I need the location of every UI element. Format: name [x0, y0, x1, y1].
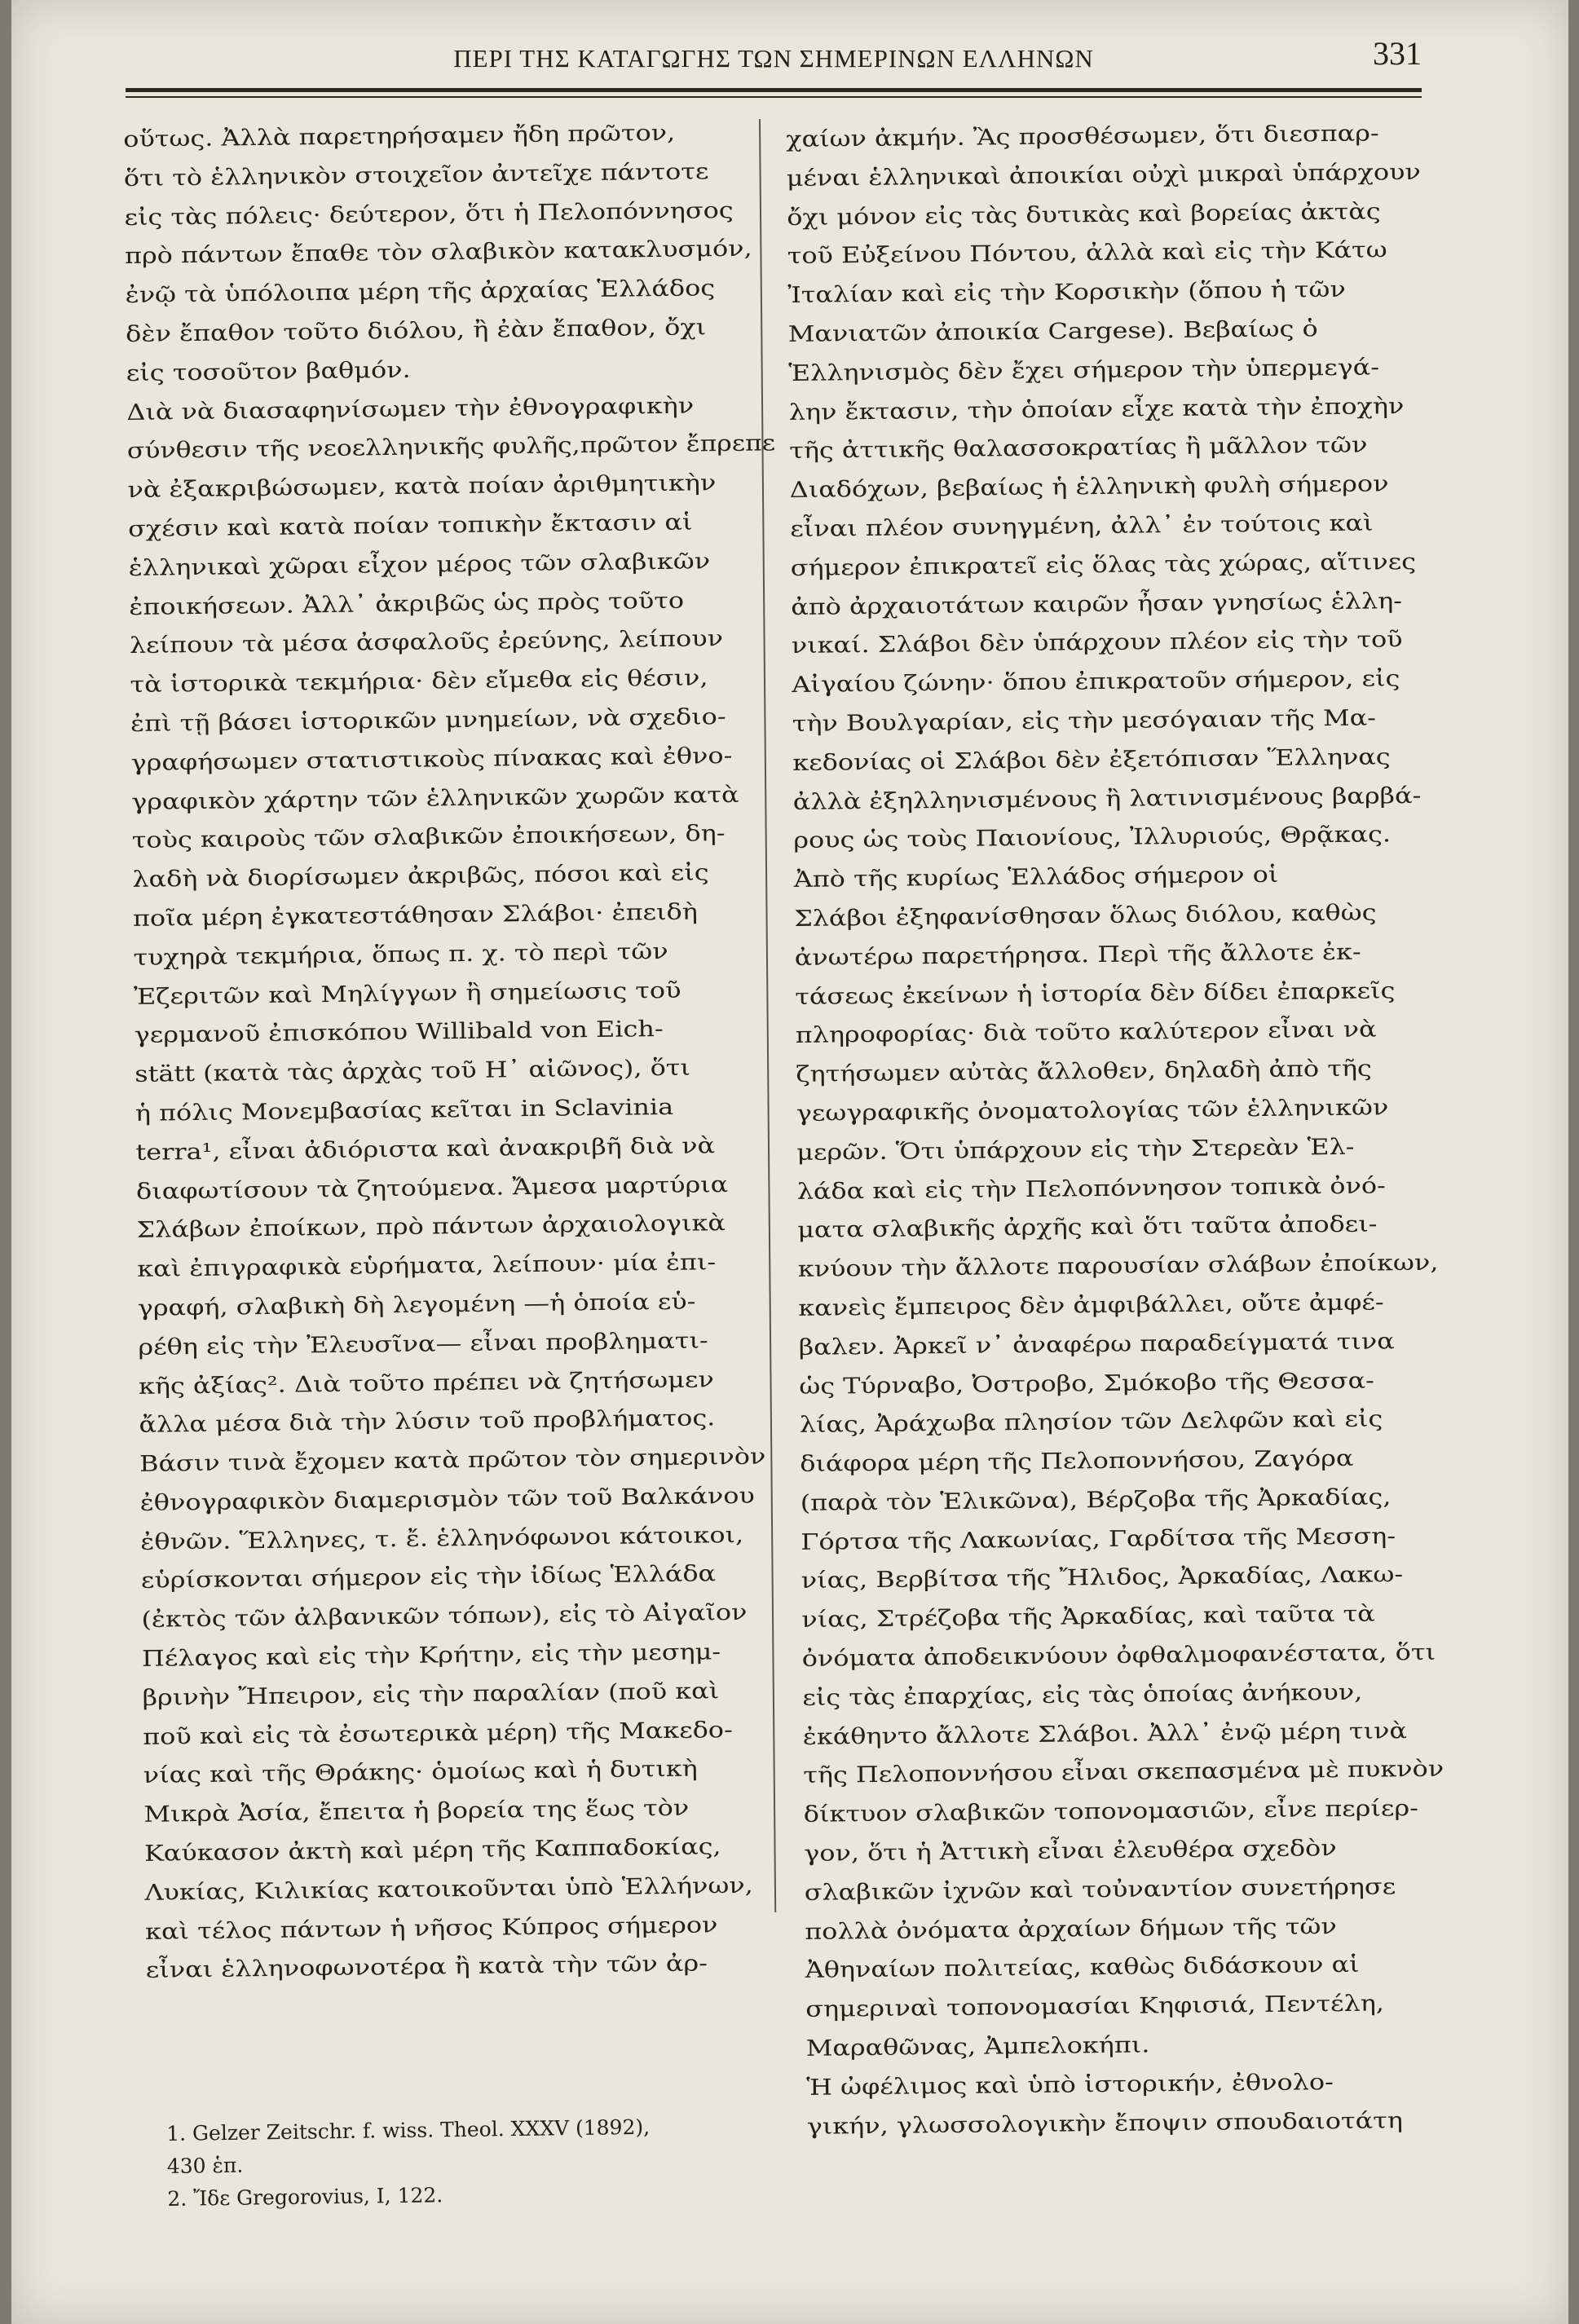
text-line: ἐποικήσεων. Ἀλλ᾽ ἀκριβῶς ὡς πρὸς τοῦτο [129, 588, 685, 620]
text-line: εἶναι πλέον συνηγμένη, ἀλλ᾽ ἐν τούτοις καὶ [790, 510, 1374, 542]
text-line: τοῦ Εὐξείνου Πόντου, ἀλλὰ καὶ εἰς τὴν Κάτω [787, 237, 1387, 270]
text-line: Μικρὰ Ἀσία, ἔπειτα ἡ βορεία της ἕως τὸν [143, 1795, 690, 1828]
text-line: Μαραθῶνας, Ἀμπελοκήπι. [805, 2032, 1150, 2062]
text-line: μέναι ἑλληνικαὶ ἀποικίαι οὐχὶ μικραὶ ὑπάρχουν [786, 159, 1421, 192]
text-line: εἶναι ἑλληνοφωνοτέρα ἢ κατὰ τὴν τῶν ἀρ- [145, 1951, 708, 1984]
text-line: ἐθνῶν. Ἕλληνες, τ. ἔ. ἑλληνόφωνοι κάτοικοι, [140, 1522, 744, 1555]
text-line: Ἡ ὠφέλιμος καὶ ὑπὸ ἱστορικήν, ἐθνολο- [806, 2069, 1334, 2101]
text-line: ποῦ καὶ εἰς τὰ ἐσωτερικὰ μέρη) τῆς Μακεδο- [143, 1717, 733, 1750]
text-line: ἐθνογραφικὸν διαμερισμὸν τῶν τοῦ Βαλκάνου [139, 1483, 755, 1516]
text-line: νὰ ἐξακριβώσωμεν, κατὰ ποίαν ἀριθμητικὴν [127, 470, 717, 504]
header-rule-thick [126, 88, 1422, 92]
text-line: σημεριναὶ τοπονομασίαι Κηφισιά, Πεντέλη, [805, 1991, 1385, 2023]
text-line: ρέθη εἰς τὴν Ἐλευσῖνα— εἶναι προβληματι- [138, 1328, 708, 1360]
text-line: ἀλλὰ ἐξηλληνισμένους ἢ λατινισμένους βαρβά- [792, 783, 1422, 815]
text-line: (ἐκτὸς τῶν ἀλβανικῶν τόπων), εἰς τὸ Αἰγαῖον [141, 1600, 748, 1634]
text-line: εἰς τὰς πόλεις· δεύτερον, ὅτι ἡ Πελοπόννησος [124, 197, 734, 231]
text-line: τάσεως ἐκείνων ἡ ἱστορία δὲν δίδει ἐπαρκεῖς [795, 977, 1396, 1010]
page-header [126, 33, 1422, 82]
text-line: Ἐζεριτῶν καὶ Μηλίγγων ἢ σημείωσις τοῦ [133, 977, 681, 1010]
text-line: βρινὴν Ἤπειρον, εἰς τὴν παραλίαν (ποῦ καὶ [142, 1678, 720, 1711]
text-line: κῆς ἀξίας². Διὰ τοῦτο πρέπει νὰ ζητήσωμεν [138, 1366, 714, 1400]
text-line: stätt (κατὰ τὰς ἀρχὰς τοῦ Η᾽ αἰῶνος), ὅτι [135, 1055, 691, 1088]
text-line: ἑλληνικαὶ χῶραι εἶχον μέρος τῶν σλαβικῶν [128, 549, 711, 581]
text-line: ἐπὶ τῇ βάσει ἱστορικῶν μνημείων, νὰ σχεδιο- [130, 703, 726, 737]
text-line: γικήν, γλωσσολογικὴν ἔποψιν σπουδαιοτάτη [806, 2107, 1403, 2140]
text-line: Σλάβοι ἐξηφανίσθησαν ὅλως διόλου, καθὼς [794, 900, 1377, 932]
text-line: λείπουν τὰ μέσα ἀσφαλοῦς ἐρεύνης, λείπουν [129, 626, 724, 659]
text-line: ἀνωτέρω παρετήρησα. Περὶ τῆς ἄλλοτε ἐκ- [794, 939, 1361, 971]
text-line: τοὺς καιροὺς τῶν σλαβικῶν ἐποικήσεων, δη- [131, 821, 726, 854]
text-line: Διαδόχων, βεβαίως ἡ ἑλληνικὴ φυλὴ σήμερον [789, 471, 1389, 504]
text-line: γεωγραφικῆς ὀνοματολογίας τῶν ἑλληνικῶν [796, 1095, 1389, 1127]
header-rule-thin [126, 96, 1422, 98]
page-number: 331 [1373, 35, 1422, 72]
book-page [11, 0, 1568, 2324]
text-line: ὄχι μόνον εἰς τὰς δυτικὰς καὶ βορείας ἀκτὰς [787, 198, 1381, 231]
text-line: Λυκίας, Κιλικίας κατοικοῦνται ὑπὸ Ἑλλήνων, [144, 1872, 754, 1906]
text-line: ὅτι τὸ ἑλληνικὸν στοιχεῖον ἀντεῖχε πάντοτε [123, 159, 709, 192]
text-line: κνύουν τὴν ἄλλοτε παρουσίαν σλάβων ἐποίκων, [797, 1250, 1439, 1283]
text-line: terra¹, εἶναι ἀδιόριστα καὶ ἀνακριβῆ διὰ νὰ [135, 1132, 716, 1166]
text-line: ἡ πόλις Μονεμβασίας κεῖται in Sclavinia [135, 1094, 674, 1127]
text-line: Σλάβων ἐποίκων, πρὸ πάντων ἀρχαιολογικὰ [136, 1211, 726, 1244]
text-line: Ἰταλίαν καὶ εἰς τὴν Κορσικὴν (ὅπου ἡ τῶν [787, 277, 1346, 309]
text-line: λαδὴ νὰ διορίσωμεν ἀκριβῶς, πόσοι καὶ εἰς [132, 860, 709, 893]
text-line: εὑρίσκονται σήμερον εἰς τὴν ἰδίως Ἑλλάδα [140, 1561, 717, 1594]
text-line: γερμανοῦ ἐπισκόπου Willibald von Eich- [134, 1016, 664, 1049]
text-line: πληροφορίας· διὰ τοῦτο καλύτερον εἶναι νὰ [795, 1016, 1377, 1049]
footnote-line: 430 ἑπ. [166, 2153, 244, 2178]
text-line: Διὰ νὰ διασαφηνίσωμεν τὴν ἐθνογραφικὴν [126, 393, 695, 426]
text-line: νίας, Στρέζοβα τῆς Ἀρκαδίας, καὶ ταῦτα τὰ [801, 1601, 1375, 1634]
text-line: Βάσιν τινὰ ἔχομεν κατὰ πρῶτον τὸν σημερινὸν [139, 1444, 766, 1477]
text-line: πρὸ πάντων ἔπαθε τὸν σλαβικὸν κατακλυσμόν, [124, 236, 752, 270]
text-line: (παρὰ τὸν Ἑλικῶνα), Βέρζοβα τῆς Ἀρκαδίας, [800, 1484, 1392, 1516]
text-line: καὶ τέλος πάντων ἡ νῆσος Κύπρος σήμερον [144, 1912, 718, 1945]
text-line: μερῶν. Ὅτι ὑπάρχουν εἰς τὴν Στερεὰν Ἑλ- [796, 1134, 1355, 1166]
text-line: γραφή, σλαβικὴ δὴ λεγομένη —ἡ ὁποία εὑ- [137, 1289, 696, 1321]
text-line: νικαί. Σλάβοι δὲν ὑπάρχουν πλέον εἰς τὴν τοῦ [791, 627, 1403, 659]
text-line: νίας, Βερβίτσα τῆς Ἤλιδος, Ἀρκαδίας, Λακω- [801, 1562, 1404, 1594]
text-line: ποῖα μέρη ἐγκατεστάθησαν Σλάβοι· ἐπειδὴ [132, 899, 699, 932]
text-line: ζητήσωμεν αὐτὰς ἄλλοθεν, δηλαδὴ ἀπὸ τῆς [796, 1056, 1372, 1088]
text-line: βαλεν. Ἀρκεῖ ν᾽ ἀναφέρω παραδείγματά τινα [798, 1328, 1395, 1360]
text-line: ἐνῷ τὰ ὑπόλοιπα μέρη τῆς ἀρχαίας Ἑλλάδος [125, 276, 716, 309]
text-line: νίας καὶ τῆς Θράκης· ὁμοίως καὶ ἡ δυτικὴ [143, 1757, 698, 1789]
text-line: σύνθεσιν τῆς νεοελληνικῆς φυλῆς,πρῶτον ἔπρεπε [126, 430, 776, 465]
text-line: εἰς τοσοῦτον βαθμόν. [126, 357, 411, 386]
text-line: γραφήσωμεν στατιστικοὺς πίνακας καὶ ἐθνο- [130, 743, 733, 776]
text-line: δίκτυον σλαβικῶν τοπονομασιῶν, εἶνε περίερ- [803, 1796, 1419, 1828]
text-line: Αἰγαίου ζώνην· ὅπου ἐπικρατοῦν σήμερον, εἰς [792, 666, 1400, 699]
running-title: ΠΕΡΙ ΤΗΣ ΚΑΤΑΓΩΓΗΣ ΤΩΝ ΣΗΜΕΡΙΝΩΝ ΕΛΛΗΝΩΝ [453, 44, 1094, 73]
text-line: Καύκασον ἀκτὴ καὶ μέρη τῆς Καππαδοκίας, [143, 1834, 721, 1867]
text-line: τῆς Πελοποννήσου εἶναι σκεπασμένα μὲ πυκνὸν [803, 1757, 1444, 1789]
left-column [123, 112, 794, 1991]
text-line: λάδα καὶ εἰς τὴν Πελοπόννησον τοπικὰ ὀνό- [796, 1172, 1386, 1205]
text-line: Γόρτσα τῆς Λακωνίας, Γαρδίτσα τῆς Μεσση- [801, 1523, 1396, 1555]
text-line: διαφωτίσουν τὰ ζητούμενα. Ἄμεσα μαρτύρια [135, 1171, 729, 1205]
text-line: ἄλλα μέσα διὰ τὴν λύσιν τοῦ προβλήματος. [139, 1405, 716, 1439]
text-line: τὰ ἱστορικὰ τεκμήρια· δὲν εἴμεθα εἰς θέσιν, [130, 665, 708, 699]
text-line: ἐκάθηντο ἄλλοτε Σλάβοι. Ἀλλ᾽ ἐνῷ μέρη τινὰ [802, 1718, 1408, 1750]
text-line: Μανιατῶν ἀποικία Cargese). Βεβαίως ὁ [787, 316, 1318, 347]
text-line: γον, ὅτι ἡ Ἀττικὴ εἶναι ἐλευθέρα σχεδὸν [804, 1836, 1337, 1867]
text-line: ματα σλαβικῆς ἀρχῆς καὶ ὅτι ταῦτα ἀποδει- [797, 1211, 1378, 1244]
text-line: γραφικὸν χάρτην τῶν ἑλληνικῶν χωρῶν κατὰ [131, 782, 739, 815]
text-line: πολλὰ ὀνόματα ἀρχαίων δήμων τῆς τῶν [805, 1913, 1337, 1945]
text-line: Πέλαγος καὶ εἰς τὴν Κρήτην, εἰς τὴν μεσημ- [141, 1639, 721, 1672]
text-line: τῆς ἀττικῆς θαλασσοκρατίας ἢ μᾶλλον τῶν [789, 432, 1368, 465]
text-line: χαίων ἀκμήν. Ἂς προσθέσωμεν, ὅτι διεσπαρ- [786, 121, 1379, 152]
text-line: εἰς τὰς ἐπαρχίας, εἰς τὰς ὁποίας ἀνήκουν, [802, 1679, 1363, 1711]
text-line: κανεὶς ἔμπειρος δὲν ἀμφιβάλλει, οὔτε ἀμφέ- [798, 1290, 1384, 1321]
text-line: ὡς Τύρναβο, Ὀστροβο, Σμόκοβο τῆς Θεσσα- [799, 1368, 1375, 1400]
text-line: Ἀπὸ τῆς κυρίως Ἑλλάδος σήμερον οἱ [793, 862, 1279, 893]
text-line: Ἀθηναίων πολιτείας, καθὼς διδάσκουν αἱ [805, 1952, 1360, 1984]
footnote-line: 1. Gelzer Zeitschr. f. wiss. Theol. XXXV (1892), [166, 2115, 651, 2145]
footnotes [166, 2110, 779, 2216]
text-line: τυχηρὰ τεκμήρια, ὅπως π. χ. τὸ περὶ τῶν [133, 938, 668, 971]
text-line: τὴν Βουλγαρίαν, εἰς τὴν μεσόγαιαν τῆς Μα- [792, 705, 1377, 737]
text-line: οὕτως. Ἀλλὰ παρετηρήσαμεν ἤδη πρῶτον, [123, 120, 676, 152]
footnote-line: 2. Ἴδε Gregorovius, I, 122. [167, 2183, 443, 2211]
text-line: λίας, Ἀράχωβα πλησίον τῶν Δελφῶν καὶ εἰς [799, 1406, 1383, 1439]
text-line: σχέσιν καὶ κατὰ ποίαν τοπικὴν ἔκτασιν αἱ [127, 509, 693, 542]
text-line: λην ἔκτασιν, τὴν ὁποίαν εἶχε κατὰ τὴν ἐποχὴν [788, 393, 1405, 426]
text-line: ρους ὡς τοὺς Παιονίους, Ἰλλυριούς, Θρᾷκας. [793, 822, 1392, 854]
text-line: σήμερον ἐπικρατεῖ εἰς ὅλας τὰς χώρας, αἵτινες [790, 549, 1417, 581]
text-line: κεδονίας οἱ Σλάβοι δὲν ἐξετόπισαν Ἕλληνας [792, 744, 1391, 776]
text-line: διάφορα μέρη τῆς Πελοποννήσου, Ζαγόρα [800, 1445, 1354, 1478]
text-line: ὀνόματα ἀποδεικνύουν ὀφθαλμοφανέστατα, ὅτι [801, 1639, 1436, 1672]
text-line: ἀπὸ ἀρχαιοτάτων καιρῶν ἦσαν γνησίως ἑλλη- [791, 588, 1403, 620]
text-line: σλαβικῶν ἰχνῶν καὶ τοὐναντίον συνετήρησε [804, 1874, 1396, 1906]
text-line: καὶ ἐπιγραφικὰ εὑρήματα, λείπουν· μία ἐπι- [137, 1250, 717, 1283]
right-column [786, 114, 1455, 2147]
text-line: δὲν ἔπαθον τοῦτο διόλου, ἢ ἐὰν ἔπαθον, ὄχι [126, 315, 707, 347]
text-line: Ἑλληνισμὸς δὲν ἔχει σήμερον τὴν ὑπερμεγά- [788, 355, 1380, 386]
